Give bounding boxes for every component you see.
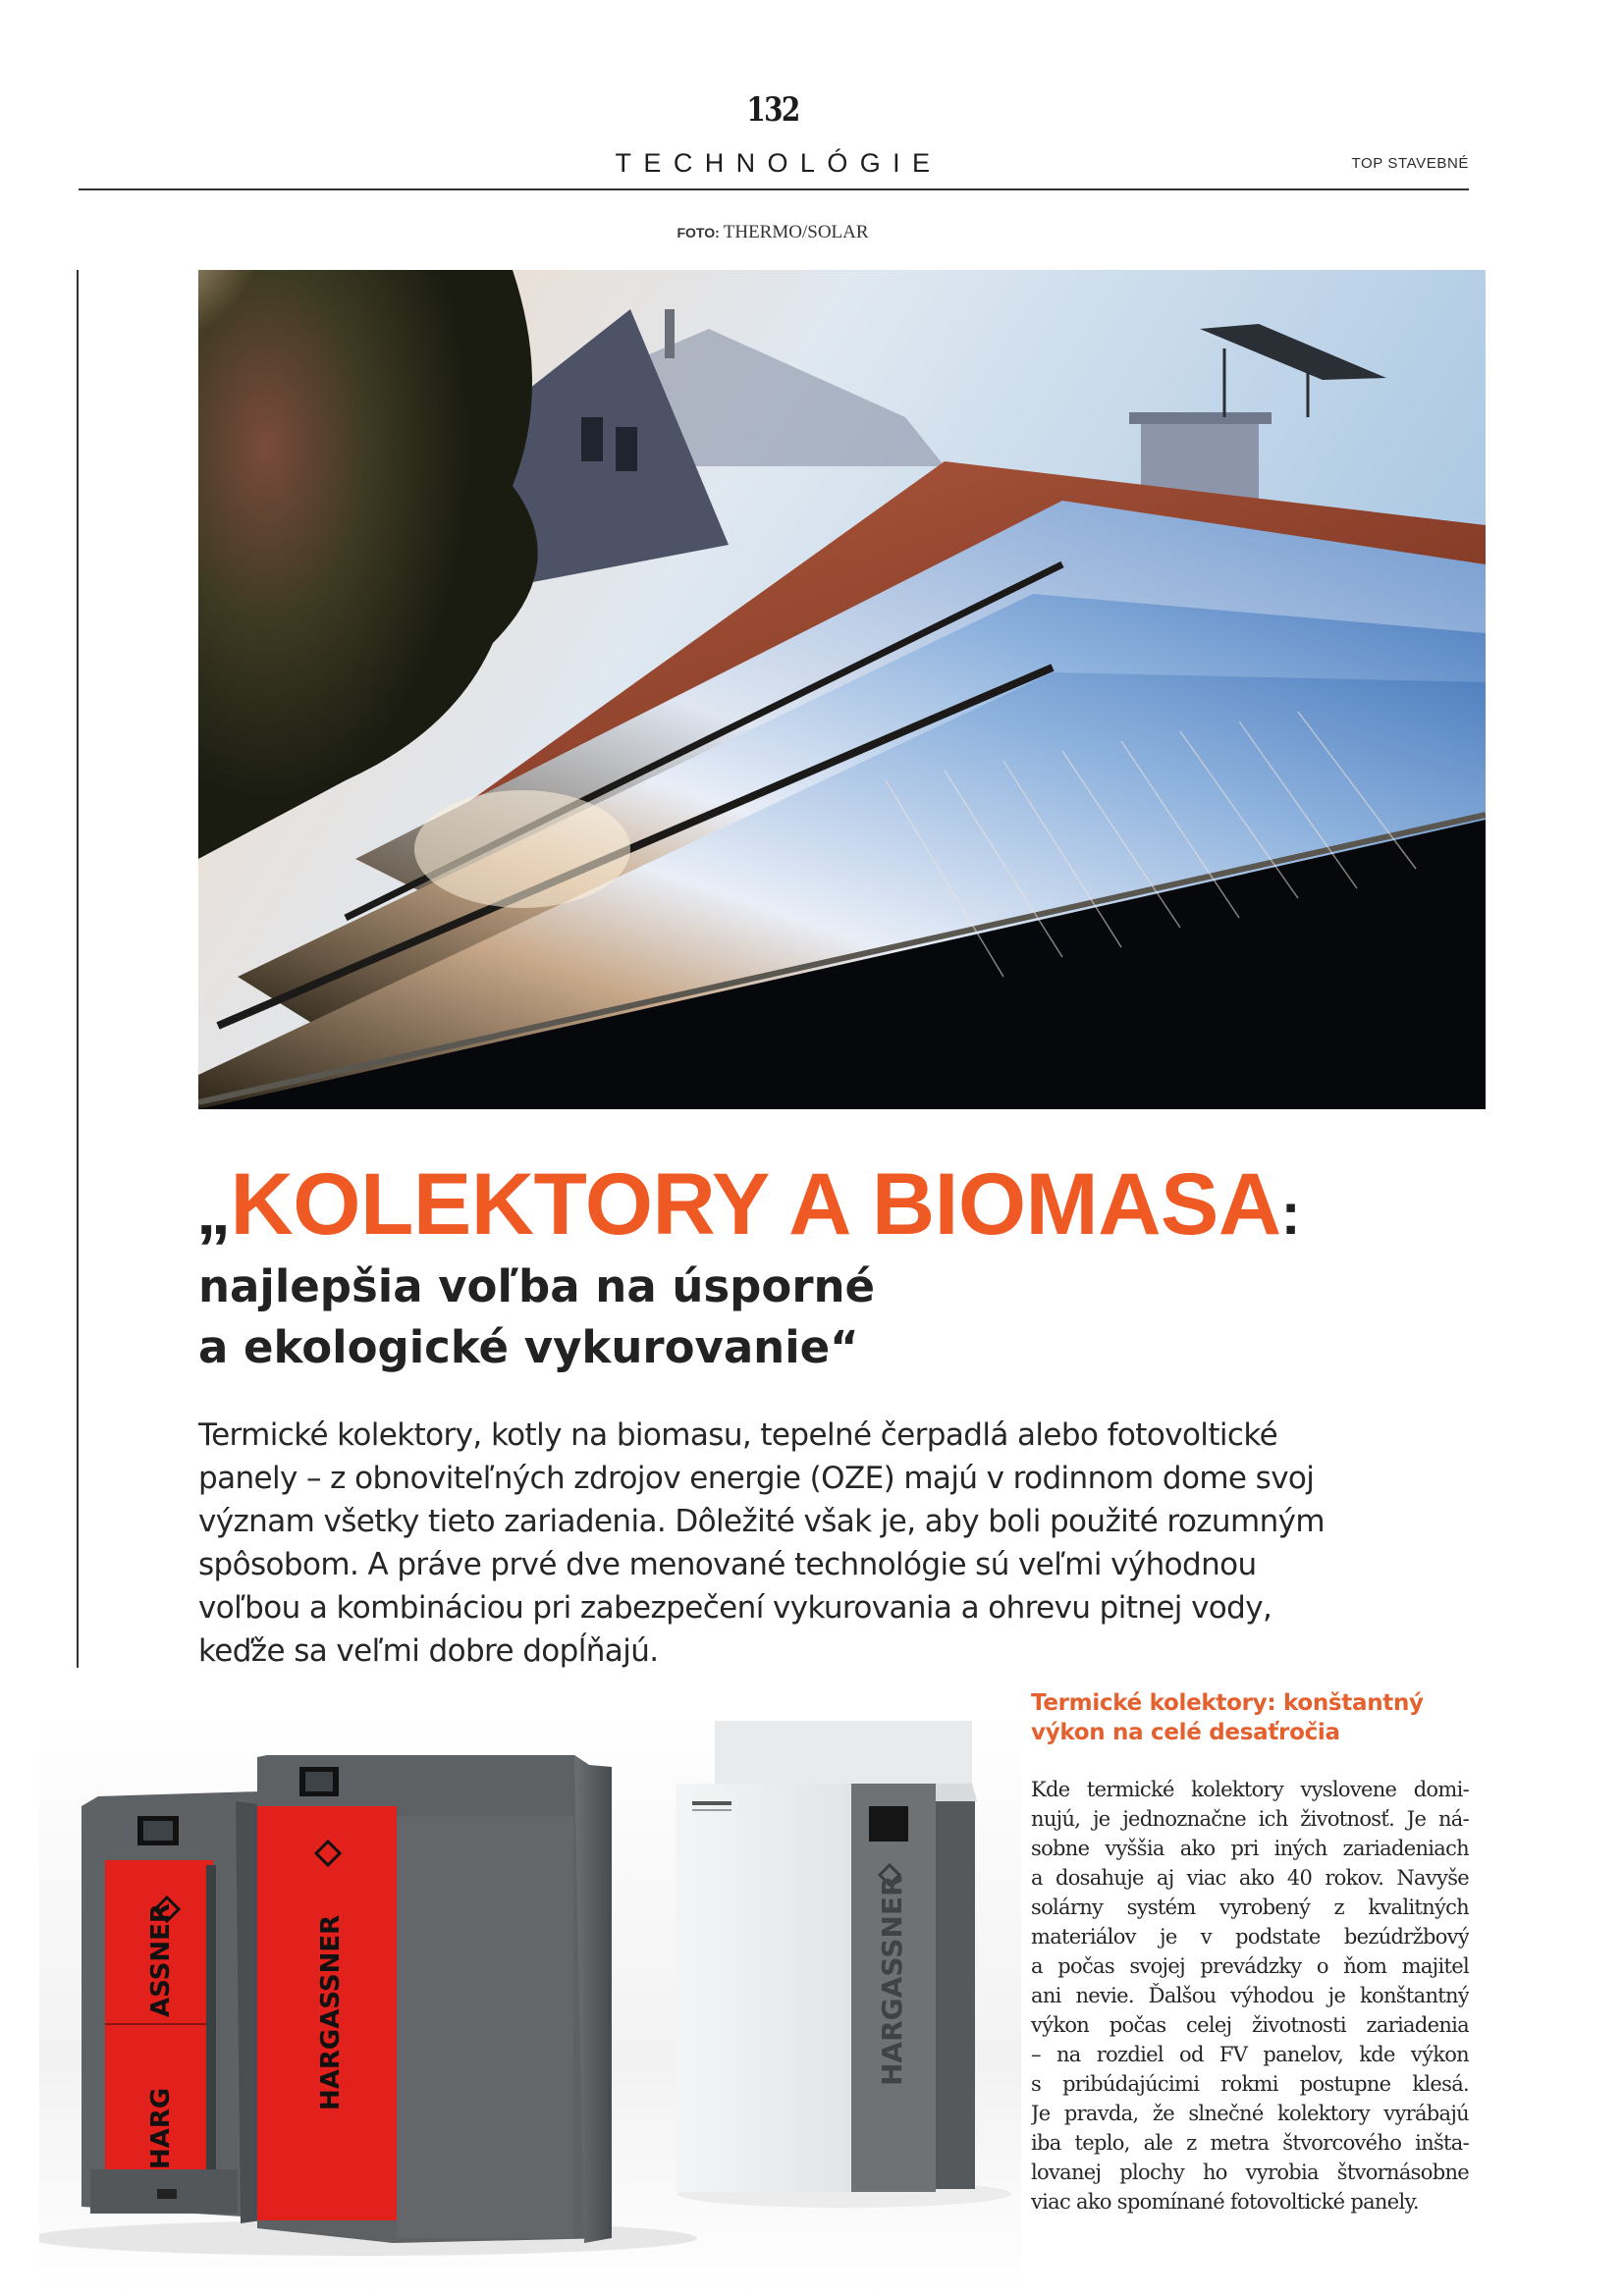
- boilers-photo: [39, 1708, 1021, 2296]
- sidebar-line: výkon počas celej životnosti zariadenia: [1031, 2013, 1469, 2037]
- sidebar-line: s pribúdajúcimi rokmi postupne klesá.: [1031, 2072, 1469, 2096]
- lead-line: význam všetky tieto zariadenia. Dôležité však je, aby boli použité rozumným: [198, 1504, 1325, 1539]
- photo-credit: [589, 222, 956, 244]
- brand-label-right: HARGASSNER: [876, 1875, 908, 2086]
- sidebar-line: nujú, je jednoznačne ich životnosť. Je ná-: [1031, 1807, 1469, 1831]
- title-open-quote: „: [196, 1172, 231, 1249]
- sidebar-line: Kde termické kolektory vyslovene domi-: [1031, 1778, 1469, 1801]
- photo-credit-label: FOTO:: [677, 225, 720, 240]
- brand-label-left-lower: HARG: [146, 2087, 176, 2169]
- sidebar-heading: [1031, 1688, 1483, 1747]
- right-boiler: [676, 1721, 977, 2192]
- sidebar-heading-line: Termické kolektory: konštantný: [1031, 1690, 1424, 1716]
- page-number: 132: [746, 90, 799, 130]
- lead-line: keďže sa veľmi dobre dopĺňajú.: [198, 1633, 659, 1669]
- lead-paragraph: [198, 1414, 1494, 1673]
- solar-collectors-photo: [198, 270, 1486, 1109]
- sidebar-line: ani nevie. Ďalšou výhodou je konštantný: [1031, 1984, 1469, 2007]
- header-rule: [79, 188, 1469, 190]
- sidebar-line: materiálov je v podstate bezúdržbový: [1031, 1925, 1469, 1949]
- sidebar-line: lovanej plochy ho vyrobia štvornásobne: [1031, 2161, 1469, 2184]
- article-title: [196, 1154, 1300, 1263]
- sidebar-line: viac ako spomínané fotovoltické panely.: [1031, 2190, 1419, 2214]
- middle-boiler: [257, 1755, 612, 2243]
- left-margin-rule: [77, 270, 79, 1668]
- section-title: TECHNOLÓGIE: [615, 148, 943, 178]
- sidebar-line: sobne vyššia ako pri iných zariadeniach: [1031, 1837, 1469, 1860]
- sidebar-line: – na rozdiel od FV panelov, kde výkon: [1031, 2043, 1469, 2066]
- brand-label-left-upper: ASSNER: [146, 1903, 176, 2017]
- left-boiler: [81, 1791, 275, 2223]
- solar-collectors-illustration: [198, 270, 1486, 1109]
- subtitle-line: najlepšia voľba na úsporné: [198, 1260, 876, 1312]
- lead-line: Termické kolektory, kotly na biomasu, tepelné čerpadlá alebo fotovoltické: [198, 1417, 1278, 1453]
- magazine-name: TOP STAVEBNÉ: [1351, 155, 1469, 172]
- title-main: KOLEKTORY A BIOMASA: [230, 1154, 1281, 1253]
- sidebar-heading-line: výkon na celé desaťročia: [1031, 1720, 1340, 1745]
- lead-line: voľbou a kombináciou pri zabezpečení vykurovania a ohrevu pitnej vody,: [198, 1590, 1272, 1626]
- sidebar-line: Je pravda, že slnečné kolektory vyrábajú: [1031, 2102, 1469, 2125]
- brand-label-middle: HARGASSNER: [316, 1914, 346, 2110]
- subtitle-line: a ekologické vykurovanie“: [198, 1321, 859, 1373]
- photo-credit-value: THERMO/SOLAR: [723, 222, 869, 242]
- sidebar-body: [1031, 1775, 1469, 2216]
- title-colon: :: [1280, 1181, 1301, 1247]
- sidebar-line: a dosahuje aj viac ako 40 rokov. Navyše: [1031, 1866, 1469, 1890]
- lead-line: panely – z obnoviteľných zdrojov energie (OZE) majú v rodinnom dome svoj: [198, 1461, 1315, 1496]
- lead-line: spôsobom. A práve prvé dve menované technológie sú veľmi výhodnou: [198, 1547, 1257, 1582]
- biomass-boilers-illustration: [39, 1708, 1021, 2296]
- sidebar-line: solárny systém vyrobený z kvalitných: [1031, 1896, 1469, 1919]
- sidebar-line: iba teplo, ale z metra štvorcového inšta-: [1031, 2131, 1469, 2155]
- sidebar-line: a počas svojej prevádzky o ňom majiteľ: [1031, 1954, 1469, 1978]
- article-subtitle: [198, 1256, 1082, 1378]
